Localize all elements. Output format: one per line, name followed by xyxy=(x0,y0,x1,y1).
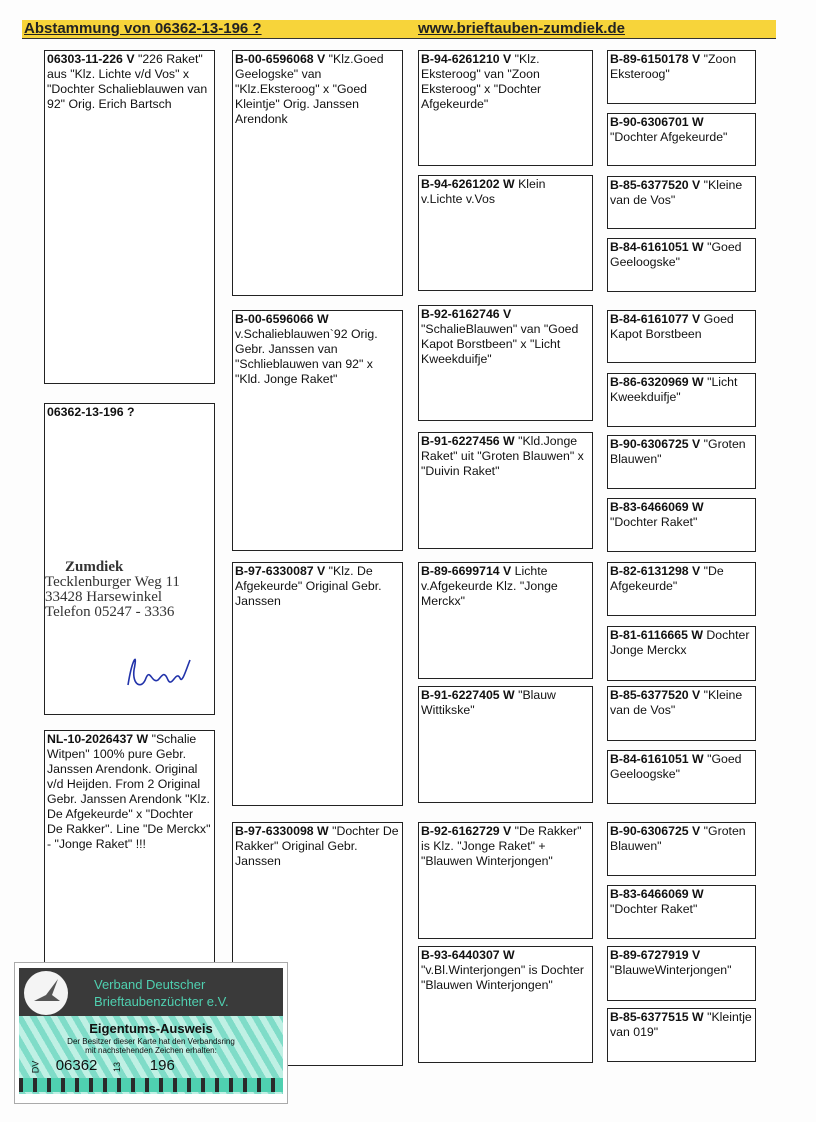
pigeon-description: Lichte v.Afgekeurde Klz. "Jonge Merckx" xyxy=(421,564,558,608)
ring-id: B-82-6131298 V xyxy=(610,564,701,578)
ring-id: B-92-6162729 V xyxy=(421,824,512,838)
pigeon-box xyxy=(607,1008,756,1062)
pigeon-description: "Dochter Afgekeurde" xyxy=(610,130,728,144)
pigeon-box xyxy=(418,946,593,1063)
pigeon-box xyxy=(418,562,593,679)
ring-id: B-93-6440307 W xyxy=(421,948,515,962)
pigeon-description: Dochter Jonge Merckx xyxy=(610,628,750,657)
pigeon-box xyxy=(607,562,756,616)
pigeon-box xyxy=(607,176,756,229)
ring-id: B-89-6727919 V xyxy=(610,948,701,962)
pigeon-box xyxy=(607,238,756,292)
pigeon-box xyxy=(418,305,593,421)
ring-id: B-97-6330087 V xyxy=(235,564,326,578)
pigeon-box xyxy=(418,175,593,291)
ring-id: B-90-6306701 W xyxy=(610,115,704,129)
pigeon-description: "Kleine van de Vos" xyxy=(610,178,743,207)
pigeon-box xyxy=(607,498,756,552)
ring-id: NL-10-2026437 W xyxy=(47,732,149,746)
pigeon-description: "Dochter De Rakker" Original Gebr. Janssen xyxy=(235,824,399,868)
website-link[interactable]: www.brieftauben-zumdiek.de xyxy=(418,20,625,37)
card-subtitle: Der Besitzer dieser Karte hat den Verbandsring mit nachstehenden Zeichen erhalten: xyxy=(67,1037,235,1055)
pigeon-box xyxy=(44,730,215,970)
breeder-stamp xyxy=(45,560,180,620)
pigeon-box xyxy=(418,432,593,549)
pigeon-box xyxy=(607,50,756,104)
ring-id: B-91-6227456 W xyxy=(421,434,515,448)
ownership-card xyxy=(14,962,288,1104)
ring-id: B-84-6161051 W xyxy=(610,752,704,766)
pigeon-description: Goed Kapot Borstbeen xyxy=(610,312,734,341)
stamp-street: Tecklenburger Weg 11 xyxy=(45,574,180,590)
pigeon-description: "Schalie Witpen" 100% pure Gebr. Janssen Arendonk. Original v/d Heijden. From 2 Original Gebr. Janssen Arendonk "Klz. De Afgekeurde" x "Dochter De Rakker". Line "De Merckx" - "Jonge Raket" !!! xyxy=(47,732,211,851)
ring-id: B-97-6330098 W xyxy=(235,824,329,838)
pigeon-box xyxy=(418,822,593,939)
pigeon-box xyxy=(607,626,756,681)
pigeon-description: "Goed Geeloogske" xyxy=(610,752,742,781)
ring-id: B-84-6161051 W xyxy=(610,240,704,254)
stamp-name: Zumdiek xyxy=(65,559,124,575)
ring-id: B-86-6320969 W xyxy=(610,375,704,389)
stamp-phone: Telefon 05247 - 3336 xyxy=(45,604,175,620)
pigeon-box xyxy=(607,686,756,741)
ring-id: B-90-6306725 V xyxy=(610,824,701,838)
pigeon-box xyxy=(232,562,403,806)
signature xyxy=(120,640,200,700)
pigeon-box xyxy=(232,310,403,551)
pigeon-description: "De Afgekeurde" xyxy=(610,564,724,593)
pigeon-description: "Kleine van de Vos" xyxy=(610,688,743,717)
ring-id: B-91-6227405 W xyxy=(421,688,515,702)
pigeon-description: "Klz.Goed Geelogske" van "Klz.Eksteroog" x "Goed Kleintje" Orig. Janssen Arendonk xyxy=(235,52,384,126)
pigeon-description: "Goed Geeloogske" xyxy=(610,240,742,269)
pigeon-box xyxy=(607,113,756,166)
pigeon-description: "Klz. De Afgekeurde" Original Gebr. Janssen xyxy=(235,564,382,608)
ring-id: B-90-6306725 V xyxy=(610,437,701,451)
card-organization: Verband Deutscher Brieftaubenzüchter e.V. xyxy=(94,977,229,1009)
ring-id: B-89-6150178 V xyxy=(610,52,701,66)
stamp-city: 33428 Harsewinkel xyxy=(45,589,163,605)
ring-id: B-85-6377520 V xyxy=(610,178,701,192)
pigeon-box xyxy=(418,686,593,803)
pigeon-description: "Licht Kweekduifje" xyxy=(610,375,738,404)
ring-id: B-00-6596068 V xyxy=(235,52,326,66)
pigeon-description: "Kleintje van 019" xyxy=(610,1010,752,1039)
ring-id: B-94-6261202 W xyxy=(421,177,515,191)
pigeon-box xyxy=(607,946,756,1001)
pigeon-description: v.Schalieblauwen`92 Orig. Gebr. Janssen van "Schlieblauwen van 92" x "Kld. Jonge Raket" xyxy=(235,327,378,386)
pigeon-logo-icon xyxy=(24,971,68,1015)
pigeon-box xyxy=(418,50,593,166)
pigeon-box xyxy=(607,750,756,804)
pigeon-box xyxy=(232,50,403,296)
ring-id: B-85-6377515 W xyxy=(610,1010,704,1024)
pigeon-description: "Groten Blauwen" xyxy=(610,824,746,853)
ring-number: DV 06362 13 196 xyxy=(30,1057,175,1074)
ring-id: B-84-6161077 V xyxy=(610,312,701,326)
pigeon-description: "Klz. Eksteroog" van "Zoon Eksteroog" x "Dochter Afgekeurde" xyxy=(421,52,542,111)
pigeon-box xyxy=(607,822,756,876)
pigeon-description: "BlauweWinterjongen" xyxy=(610,963,732,977)
ring-id: 06362-13-196 ? xyxy=(47,405,135,419)
pigeon-box xyxy=(607,435,756,489)
pigeon-description: "226 Raket" aus "Klz. Lichte v/d Vos" x "Dochter Schalieblauwen van 92" Orig. Erich Bartsch xyxy=(47,52,208,111)
ring-id: B-94-6261210 V xyxy=(421,52,512,66)
ring-id: B-89-6699714 V xyxy=(421,564,512,578)
pigeon-description: "De Rakker" is Klz. "Jonge Raket" + "Blauwen Winterjongen" xyxy=(421,824,582,868)
pigeon-description: "Dochter Raket" xyxy=(610,902,698,916)
pigeon-description: "v.Bl.Winterjongen" is Dochter "Blauwen Winterjongen" xyxy=(421,963,584,992)
ring-id: 06303-11-226 V xyxy=(47,52,135,66)
pigeon-box xyxy=(607,885,756,939)
pigeon-description: "Kld.Jonge Raket" uit "Groten Blauwen" x "Duivin Raket" xyxy=(421,434,584,478)
pigeon-description: "Blauw Wittikske" xyxy=(421,688,556,717)
ring-id: B-92-6162746 V xyxy=(421,307,512,321)
ring-id: B-00-6596066 W xyxy=(235,312,329,326)
pigeon-box xyxy=(607,373,756,427)
card-title: Eigentums-Ausweis xyxy=(89,1021,213,1036)
page-title: Abstammung von 06362-13-196 ? xyxy=(24,20,262,37)
ring-id: B-83-6466069 W xyxy=(610,500,704,514)
ring-id: B-81-6116665 W xyxy=(610,628,703,642)
pigeon-description: "SchalieBlauwen" van "Goed Kapot Borstbeen" x "Licht Kweekduifje" xyxy=(421,322,579,366)
pigeon-description: "Zoon Eksteroog" xyxy=(610,52,737,81)
pigeon-box xyxy=(607,310,756,363)
pigeon-description: "Dochter Raket" xyxy=(610,515,698,529)
ring-id: B-85-6377520 V xyxy=(610,688,701,702)
pigeon-box xyxy=(44,50,215,384)
header-bar xyxy=(22,20,776,39)
pigeon-description: "Groten Blauwen" xyxy=(610,437,746,466)
ring-id: B-83-6466069 W xyxy=(610,887,704,901)
pigeon-description: Klein v.Lichte v.Vos xyxy=(421,177,546,206)
